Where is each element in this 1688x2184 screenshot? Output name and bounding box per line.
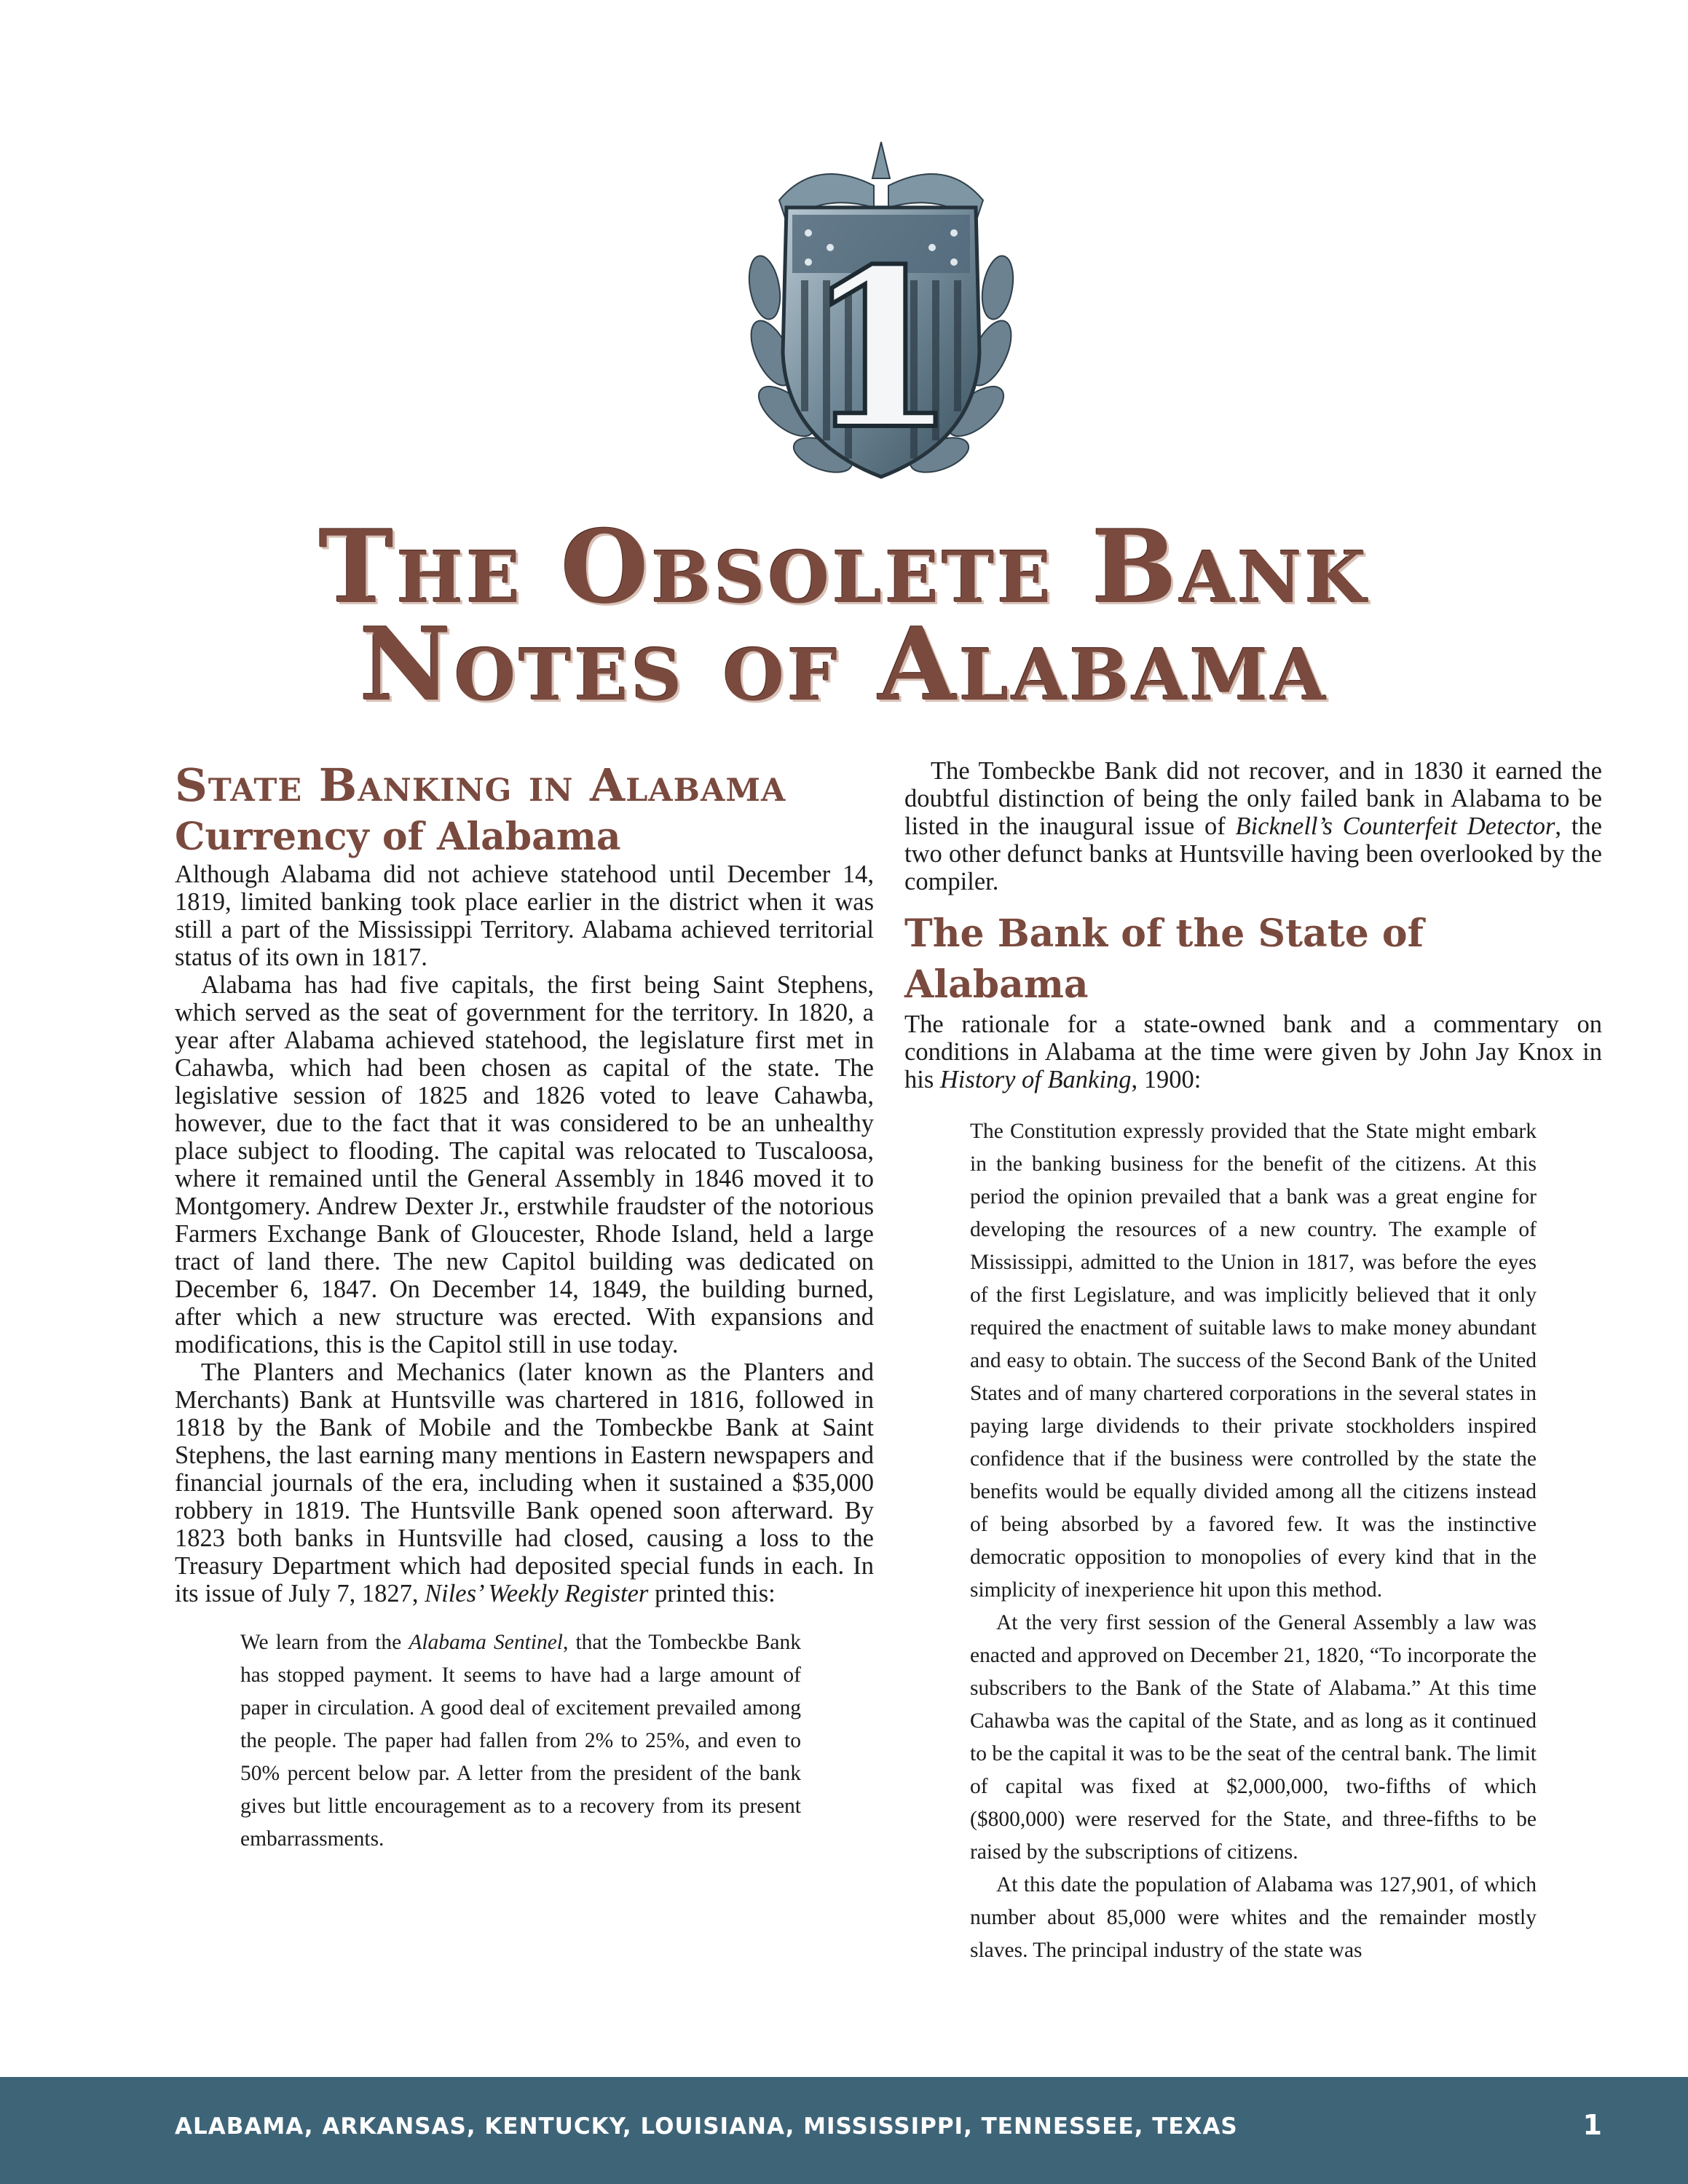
paragraph [904,1010,1602,1093]
shield-emblem [728,135,1034,491]
block-quote [904,1115,1602,1967]
block-quote [175,1626,874,1856]
right-column [904,757,1602,1967]
paragraph-text: , 1900: [1131,1066,1202,1093]
quote-paragraph: At this date the population of Alabama was 127,901, of which number about 85,000 were whites and the remainder mostly slaves. The principal industry of the state was [970,1873,1537,1962]
quote-paragraph: The Constitution expressly provided that the State might embark in the banking business for the benefit of the citizens. At this period the opinion prevailed that a bank was a great engine for developing the resources of a new country. The example of Mississippi, admitted to the Union in 1817, was before the eyes of the first Legislature, and was implicitly believed that it only required the enactment of suitable laws to make money abundant and easy to obtain. The success of the Second Bank of the United States and of many chartered corporations in the several states in paying large dividends to their private stockholders inspired confidence that if the business were controlled by the state the benefits would be equally divided among all the citizens instead of being absorbed by a favored few. It was the instinctive democratic opposition to monopolies of every kind that in the simplicity of inexperience hit upon this method. [970,1120,1537,1602]
page-title [0,507,1688,724]
section-heading-bank-of-state: The Bank of the State of Alabama [904,911,1424,1007]
page-number: 1 [1582,2109,1602,2141]
paragraph-text: printed this: [648,1580,776,1607]
footer-band [0,2077,1688,2184]
publication-title: Bicknell’s Counterfeit Detector [1235,812,1555,840]
paragraph-text: The Tombeckbe Bank did not recover, and in 1830 it earned the doubtful distinction of being the only failed bank in Alabama to be listed in the inaugural issue of [904,757,1602,840]
paragraph-text: , the two other defunct banks at Huntsville having been overlooked by the compiler. [904,812,1602,895]
section-heading-state-banking: State Banking in Alabama [175,759,786,812]
paragraph: Alabama has had five capitals, the first being Saint Stephens, which served as the seat of government for the territory. In 1820, a year after Alabama achieved statehood, the legislature first met in Cahawba, which had been chosen as capital of the state. The legislative session of 1825 and 1826 voted to leave Cahawba, however, due to the fact that it was considered to be an unhealthy place subject to flooding. The capital was relocated to Tuscaloosa, where it remained until the General Assembly in 1846 moved it to Montgomery. Andrew Dexter Jr., erstwhile fraudster of the notorious Farmers Exchange Bank of Gloucester, Rhode Island, held a large tract of land there. The new Capitol building was dedicated on December 6, 1847. On December 14, 1849, the building burned, after which a new structure was erected. With expansions and modifications, this is the Capitol still in use today. [175,971,874,1358]
publication-title: History of Banking [939,1066,1132,1093]
footer-states: ALABAMA, ARKANSAS, KENTUCKY, LOUISIANA, MISSISSIPPI, TENNESSEE, TEXAS [175,2113,1238,2140]
title-line-2: Notes of Alabama [359,605,1329,724]
emblem-numeral: 1 [805,221,958,478]
title-line-1: The Obsolete Bank [318,507,1370,626]
paragraph: Although Alabama did not achieve statehood until December 14, 1819, limited banking took place earlier in the district when it was still a part of the Mississippi Territory. Alabama achieved territorial status of its own in 1817. [175,860,874,971]
paragraph [175,1358,874,1607]
left-column [175,757,874,1856]
subsection-heading-currency: Currency of Alabama [175,815,621,859]
paragraph-text: The rationale for a state-owned bank and a commentary on conditions in Alabama at the time were given by John Jay Knox in his [904,1010,1602,1093]
publication-title: Alabama Sentinel [409,1631,563,1654]
quote-text: We learn from the [240,1631,409,1654]
quote-paragraph: At the very first session of the General Assembly a law was enacted and approved on December 21, 1820, “To incorporate the subscribers to the Bank of the State of Alabama.” At this time Cahawba was the capital of the State, and as long as it continued to be the capital it was to be the seat of the central bank. The limit of capital was fixed at $2,000,000, two-fifths of which ($800,000) were reserved for the State, and three-fifths to be raised by the subscriptions of citizens. [970,1611,1537,1864]
paragraph-text: The Planters and Mechanics (later known as the Planters and Merchants) Bank at Huntsville was chartered in 1816, followed in 1818 by the Bank of Mobile and the Tombeckbe Bank at Saint Stephens, the last earning many mentions in Eastern newspapers and financial journals of the era, including when it sustained a $35,000 robbery in 1819. The Huntsville Bank opened soon afterward. By 1823 both banks in Huntsville had closed, causing a loss to the Treasury Department which had deposited special funds in each. In its issue of July 7, 1827, [175,1358,874,1607]
quote-paragraph [240,1626,801,1856]
publication-title: Niles’ Weekly Register [425,1580,649,1607]
paragraph [904,757,1602,895]
quote-text: , that the Tombeckbe Bank has stopped payment. It seems to have had a large amount of paper in circulation. A good deal of excitement prevailed among the people. The paper had fallen from 2% to 25%, and even to 50% percent below par. A letter from the president of the bank gives but little encouragement as to a recovery from its present embarrassments. [240,1631,801,1851]
